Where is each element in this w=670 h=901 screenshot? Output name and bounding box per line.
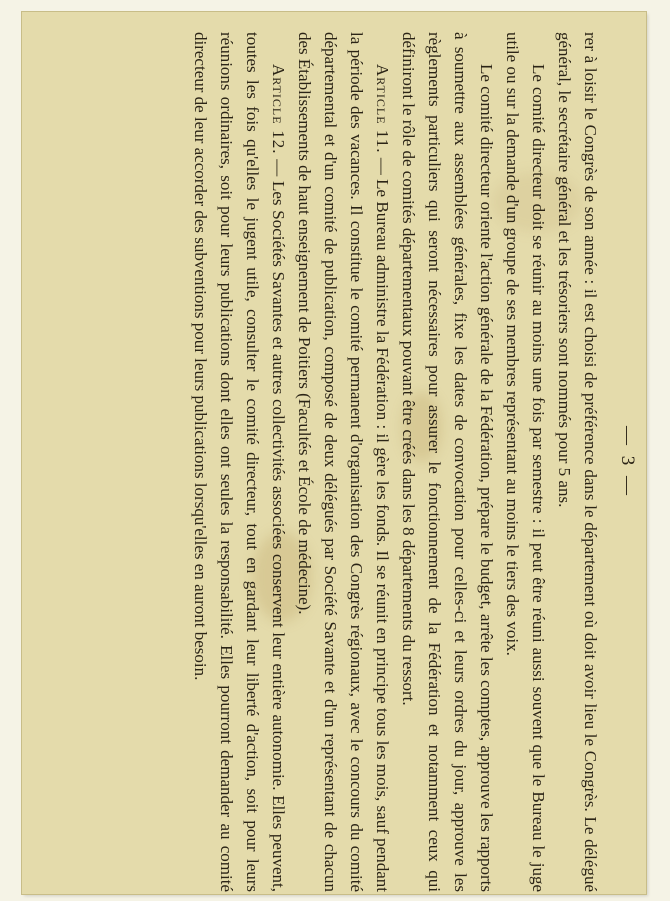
body-text bbox=[187, 32, 603, 892]
article-label: Article 12. bbox=[269, 64, 288, 155]
article-paragraph: Article 11. — Le Bureau administre la Fédération : il gère les fonds. Il se réunit en principe tous les mois, sauf pendant la période des vacances. Il constitue le comité permanent d'organisation des Congrès régionaux, avec le concours du comité départemental et d'un comité de publication, composé de deux délégués par Société Savante et d'un représentant de chacun des Établissements de haut enseignement de Poitiers (Facultés et École de médecine). bbox=[295, 32, 392, 892]
article-paragraph: Article 12. — Les Sociétés Savantes et autres collectivités associées conservent leur entière autonomie. Elles peuvent, toutes les fois qu'elles le jugent utile, consulter le comité directeur, tout en gardant leur liberté d'action, soit pour leurs réunions ordinaires, soit pour leurs publications dont elles ont seules la responsabilité. Elles pourront demander au comité directeur de leur accorder des subventions pour leurs publications lorsqu'elles en auront besoin. bbox=[191, 32, 288, 892]
document-sheet bbox=[22, 12, 646, 894]
paragraph: rer à loisir le Congrès de son année : il est choisi de préférence dans le département où doit avoir lieu le Congrès. Le délégué général, le secrétaire général et les trésoriers sont nommés pour 5 ans. bbox=[555, 32, 600, 892]
rotated-page bbox=[77, 32, 637, 892]
paragraph: Le comité directeur oriente l'action générale de la Fédération, prépare le budget, arrête les comptes, approuve les rapports à soumettre aux assemblées générales, fixe les dates de convocation pour celles-ci et leurs ordres du jour, approuve les règlements particuliers qui seront nécessaires pour assurer le fonctionnement de la Fédération et notamment ceux qui définiront le rôle de comités départementaux pouvant être créés dans les 8 départements du ressort. bbox=[399, 32, 496, 892]
page-number: — 3 — bbox=[617, 426, 638, 498]
paragraph: Le comité directeur doit se réunir au moins une fois par semestre : il peut être réuni aussi souvent que le Bureau le juge utile ou sur la demande d'un groupe de ses membres représentant au moins le tiers des voix. bbox=[503, 32, 548, 892]
article-label: Article 11. bbox=[373, 64, 392, 154]
